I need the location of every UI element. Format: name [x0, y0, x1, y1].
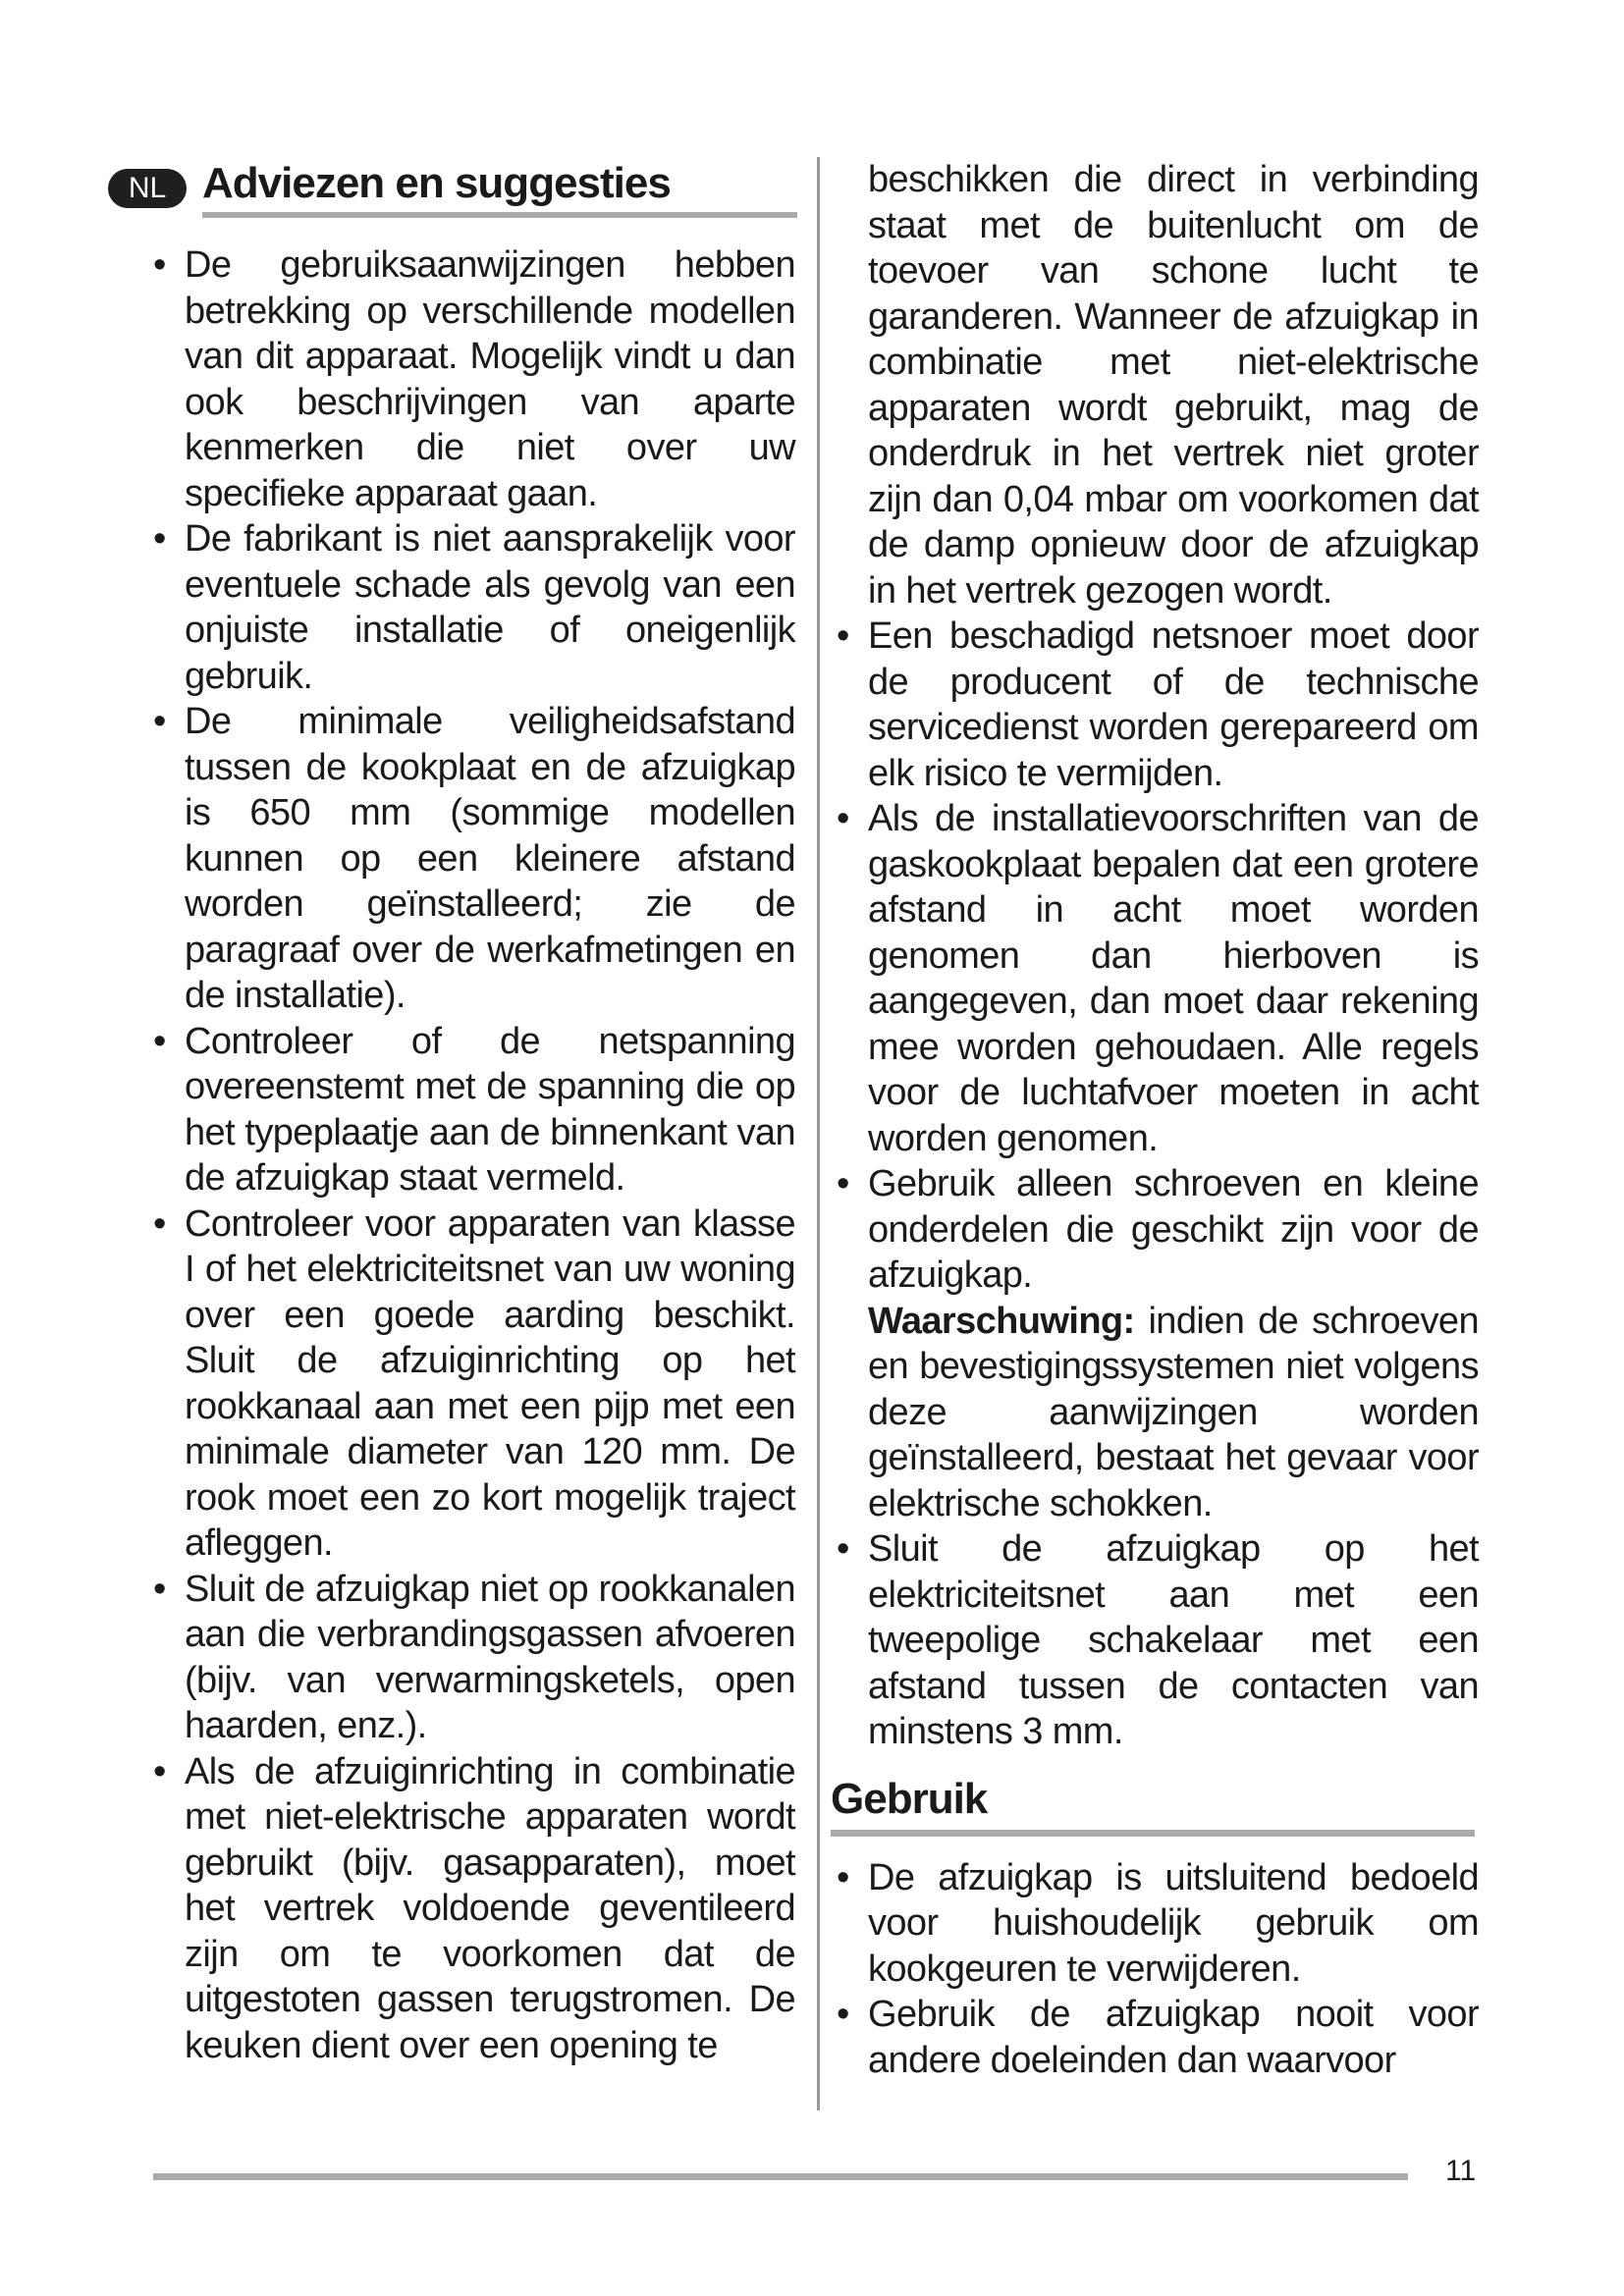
footer-rule — [153, 2173, 1408, 2180]
list-item: • Controleer voor apparaten van klasse I of het elektriciteitsnet van uw woning over een goede aarding beschikt. Sluit de afzuiginrichting op het rookkanaal aan met een pijp met een minimale diameter van 120 mm. De rook moet een zo kort mogelijk traject afleggen. — [147, 1201, 795, 1567]
gebruik-header — [831, 1769, 1479, 1843]
subsection-title: Gebruik — [831, 1774, 988, 1823]
warning-note — [831, 1299, 1479, 1527]
list-item: • Als de afzuiginrichting in combinatie met niet-elektrische apparaten wordt gebruikt (bijv. gasapparaten), moet het vertrek voldoende geventileerd zijn om te voorkomen dat de uitgestoten gassen terugstromen. De keuken dient over een opening te — [147, 1749, 795, 2069]
title-underline — [202, 212, 797, 218]
column-divider — [817, 157, 820, 2110]
list-item: • Controleer of de netspanning overeenstemt met de spanning die op het typeplaatje aan de binnenkant van de afzuigkap staat vermeld. — [147, 1019, 795, 1201]
warning-label: Waarschuwing: — [868, 1300, 1135, 1342]
list-item: • De afzuigkap is uitsluitend bedoeld voor huishoudelijk gebruik om kookgeuren te verwijderen. — [831, 1855, 1479, 1993]
list-item: • Gebruik de afzuigkap nooit voor andere doeleinden dan waarvoor — [831, 1992, 1479, 2083]
page-number: 11 — [1445, 2155, 1477, 2187]
section-title: Adviezen en suggesties — [202, 159, 671, 207]
list-item: • Sluit de afzuigkap niet op rookkanalen aan die verbrandingsgassen afvoeren (bijv. van verwarmingsketels, open haarden, enz.). — [147, 1567, 795, 1749]
section-header — [108, 155, 797, 214]
language-badge: NL — [108, 169, 187, 208]
list-item: • De fabrikant is niet aansprakelijk voor eventuele schade als gevolg van een onjuiste installatie of oneigenlijk gebruik. — [147, 516, 795, 699]
list-item: • Gebruik alleen schroeven en kleine onderdelen die geschikt zijn voor de afzuigkap. — [831, 1161, 1479, 1299]
left-column — [147, 242, 795, 2068]
right-column — [831, 157, 1479, 2083]
list-item: • Als de installatievoorschriften van de gaskookplaat bepalen dat een grotere afstand in acht moet worden genomen dan hierboven is aangegeven, dan moet daar rekening mee worden gehoudaen. Alle regels voor de luchtafvoer moeten in acht worden genomen. — [831, 796, 1479, 1161]
list-item: • De gebruiksaanwijzingen hebben betrekking op verschillende modellen van dit apparaat. Mogelijk vindt u dan ook beschrijvingen van aparte kenmerken die niet over uw specifieke apparaat gaan. — [147, 242, 795, 516]
list-item: • Sluit de afzuigkap op het elektriciteitsnet aan met een tweepolige schakelaar met een afstand tussen de contacten van minstens 3 mm. — [831, 1526, 1479, 1755]
list-item: • De minimale veiligheidsafstand tussen de kookplaat en de afzuigkap is 650 mm (sommige modellen kunnen op een kleinere afstand worden geïnstalleerd; zie de paragraaf over de werkafmetingen en de installatie). — [147, 699, 795, 1019]
continued-paragraph: beschikken die direct in verbinding staat met de buitenlucht om de toevoer van schone lucht te garanderen. Wanneer de afzuigkap in combinatie met niet-elektrische apparaten wordt gebruikt, mag de onderdruk in het vertrek niet groter zijn dan 0,04 mbar om voorkomen dat de damp opnieuw door de afzuigkap in het vertrek gezogen wordt. — [868, 159, 1479, 612]
list-item: • Een beschadigd netsnoer moet door de producent of de technische servicedienst worden gerepareerd om elk risico te vermijden. — [831, 614, 1479, 796]
warning-text: indien de schroeven en bevestigingssystemen niet volgens deze aanwijzingen worden geïnstalleerd, bestaat het gevaar voor elektrische schokken. — [868, 1300, 1479, 1524]
subsection-underline — [831, 1830, 1475, 1837]
